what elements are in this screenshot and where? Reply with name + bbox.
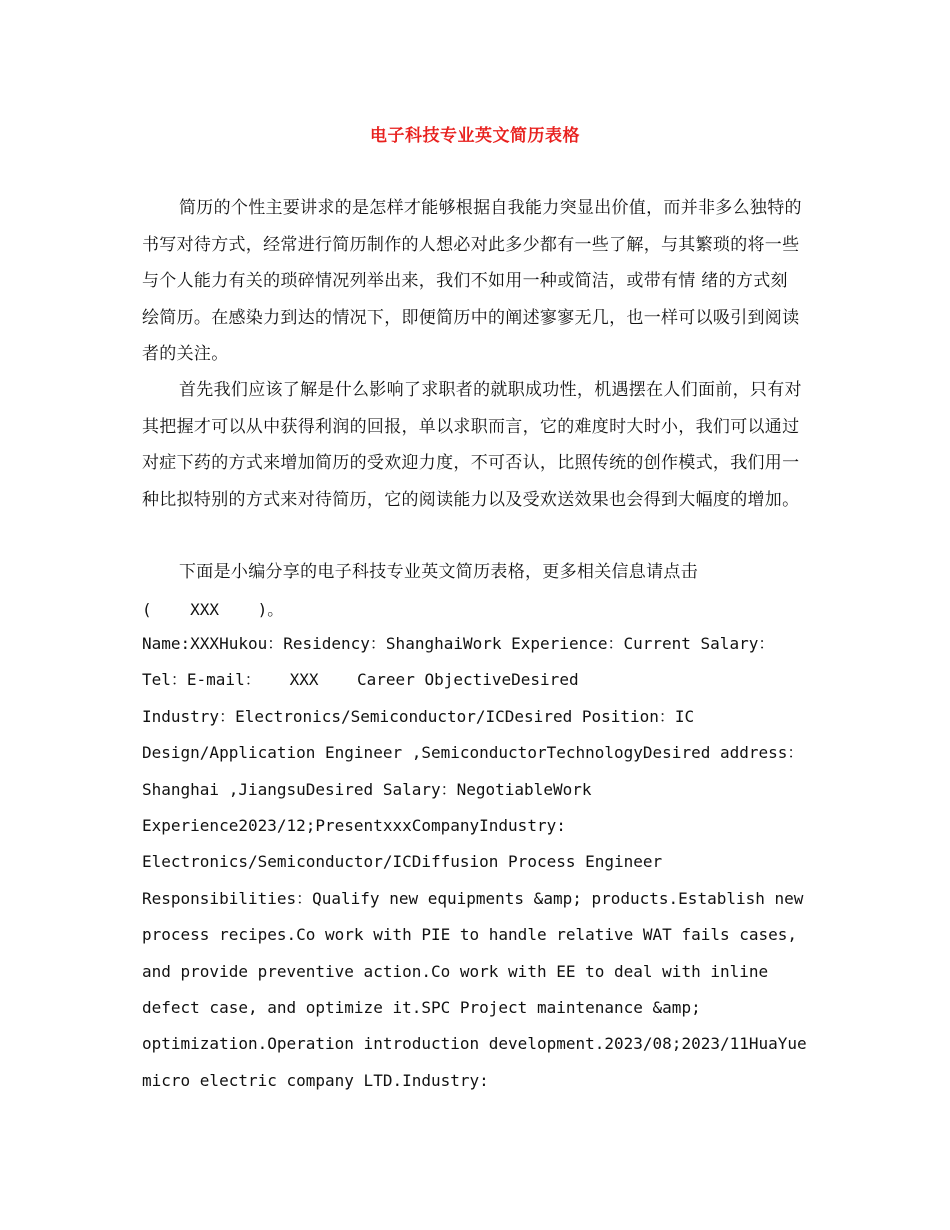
second-paragraph: 首先我们应该了解是什么影响了求职者的就职成功性，机遇摆在人们面前，只有对其把握才可以从中获得利润的回报，单以求职而言，它的难度时大时小，我们可以通过对症下药的方式来增加简历的受欢迎力度，不可否认，比照传统的创作模式，我们用一种比拟特别的方式来对待简历，它的阅读能力以及受欢送效果也会得到大幅度的增加。 — [142, 380, 802, 510]
resume-line: Industry：Electronics/Semiconductor/ICDesired Position：IC — [142, 706, 695, 726]
resume-body — [142, 626, 812, 1099]
resume-line: Tel：E-mail： XXX Career ObjectiveDesired — [142, 670, 579, 690]
resume-line: Experience2023/12;PresentxxxCompanyIndustry: — [142, 816, 566, 836]
intro-paragraph: 简历的个性主要讲求的是怎样才能够根据自我能力突显出价值，而并非多么独特的书写对待方式，经常进行简历制作的人想必对此多少都有一些了解，与其繁琐的将一些与个人能力有关的琐碎情况列举出来，我们不如用一种或简洁，或带有情 绪的方式刻绘简历。在感染力到达的情况下，即便简历中的阐述寥寥无几，也一样可以吸引到阅读者的关注。 — [142, 198, 802, 364]
resume-line: and provide preventive action.Co work with EE to deal with inline — [142, 961, 769, 981]
resume-line: defect case, and optimize it.SPC Project maintenance &amp; — [142, 998, 701, 1018]
resume-line: Responsibilities：Qualify new equipments &amp; products.Establish new — [142, 888, 804, 908]
share-paragraph: 下面是小编分享的电子科技专业英文简历表格，更多相关信息请点击 — [179, 562, 698, 582]
resume-line: process recipes.Co work with PIE to handle relative WAT fails cases, — [142, 925, 798, 945]
page-title: 电子科技专业英文简历表格 — [370, 126, 580, 146]
resume-line: Design/Application Engineer ,SemiconductorTechnologyDesired address： — [142, 743, 804, 763]
resume-line: micro electric company LTD.Industry: — [142, 1070, 489, 1090]
resume-line: Shanghai ,JiangsuDesired Salary：NegotiableWork — [142, 779, 592, 799]
resume-line: Electronics/Semiconductor/ICDiffusion Process Engineer — [142, 852, 663, 872]
resume-line: Name:XXXHukou：Residency：ShanghaiWork Experience：Current Salary： — [142, 634, 775, 653]
link-placeholder: ( XXX )。 — [142, 600, 284, 619]
resume-line: optimization.Operation introduction development.2023/08;2023/11HuaYue — [142, 1034, 807, 1054]
